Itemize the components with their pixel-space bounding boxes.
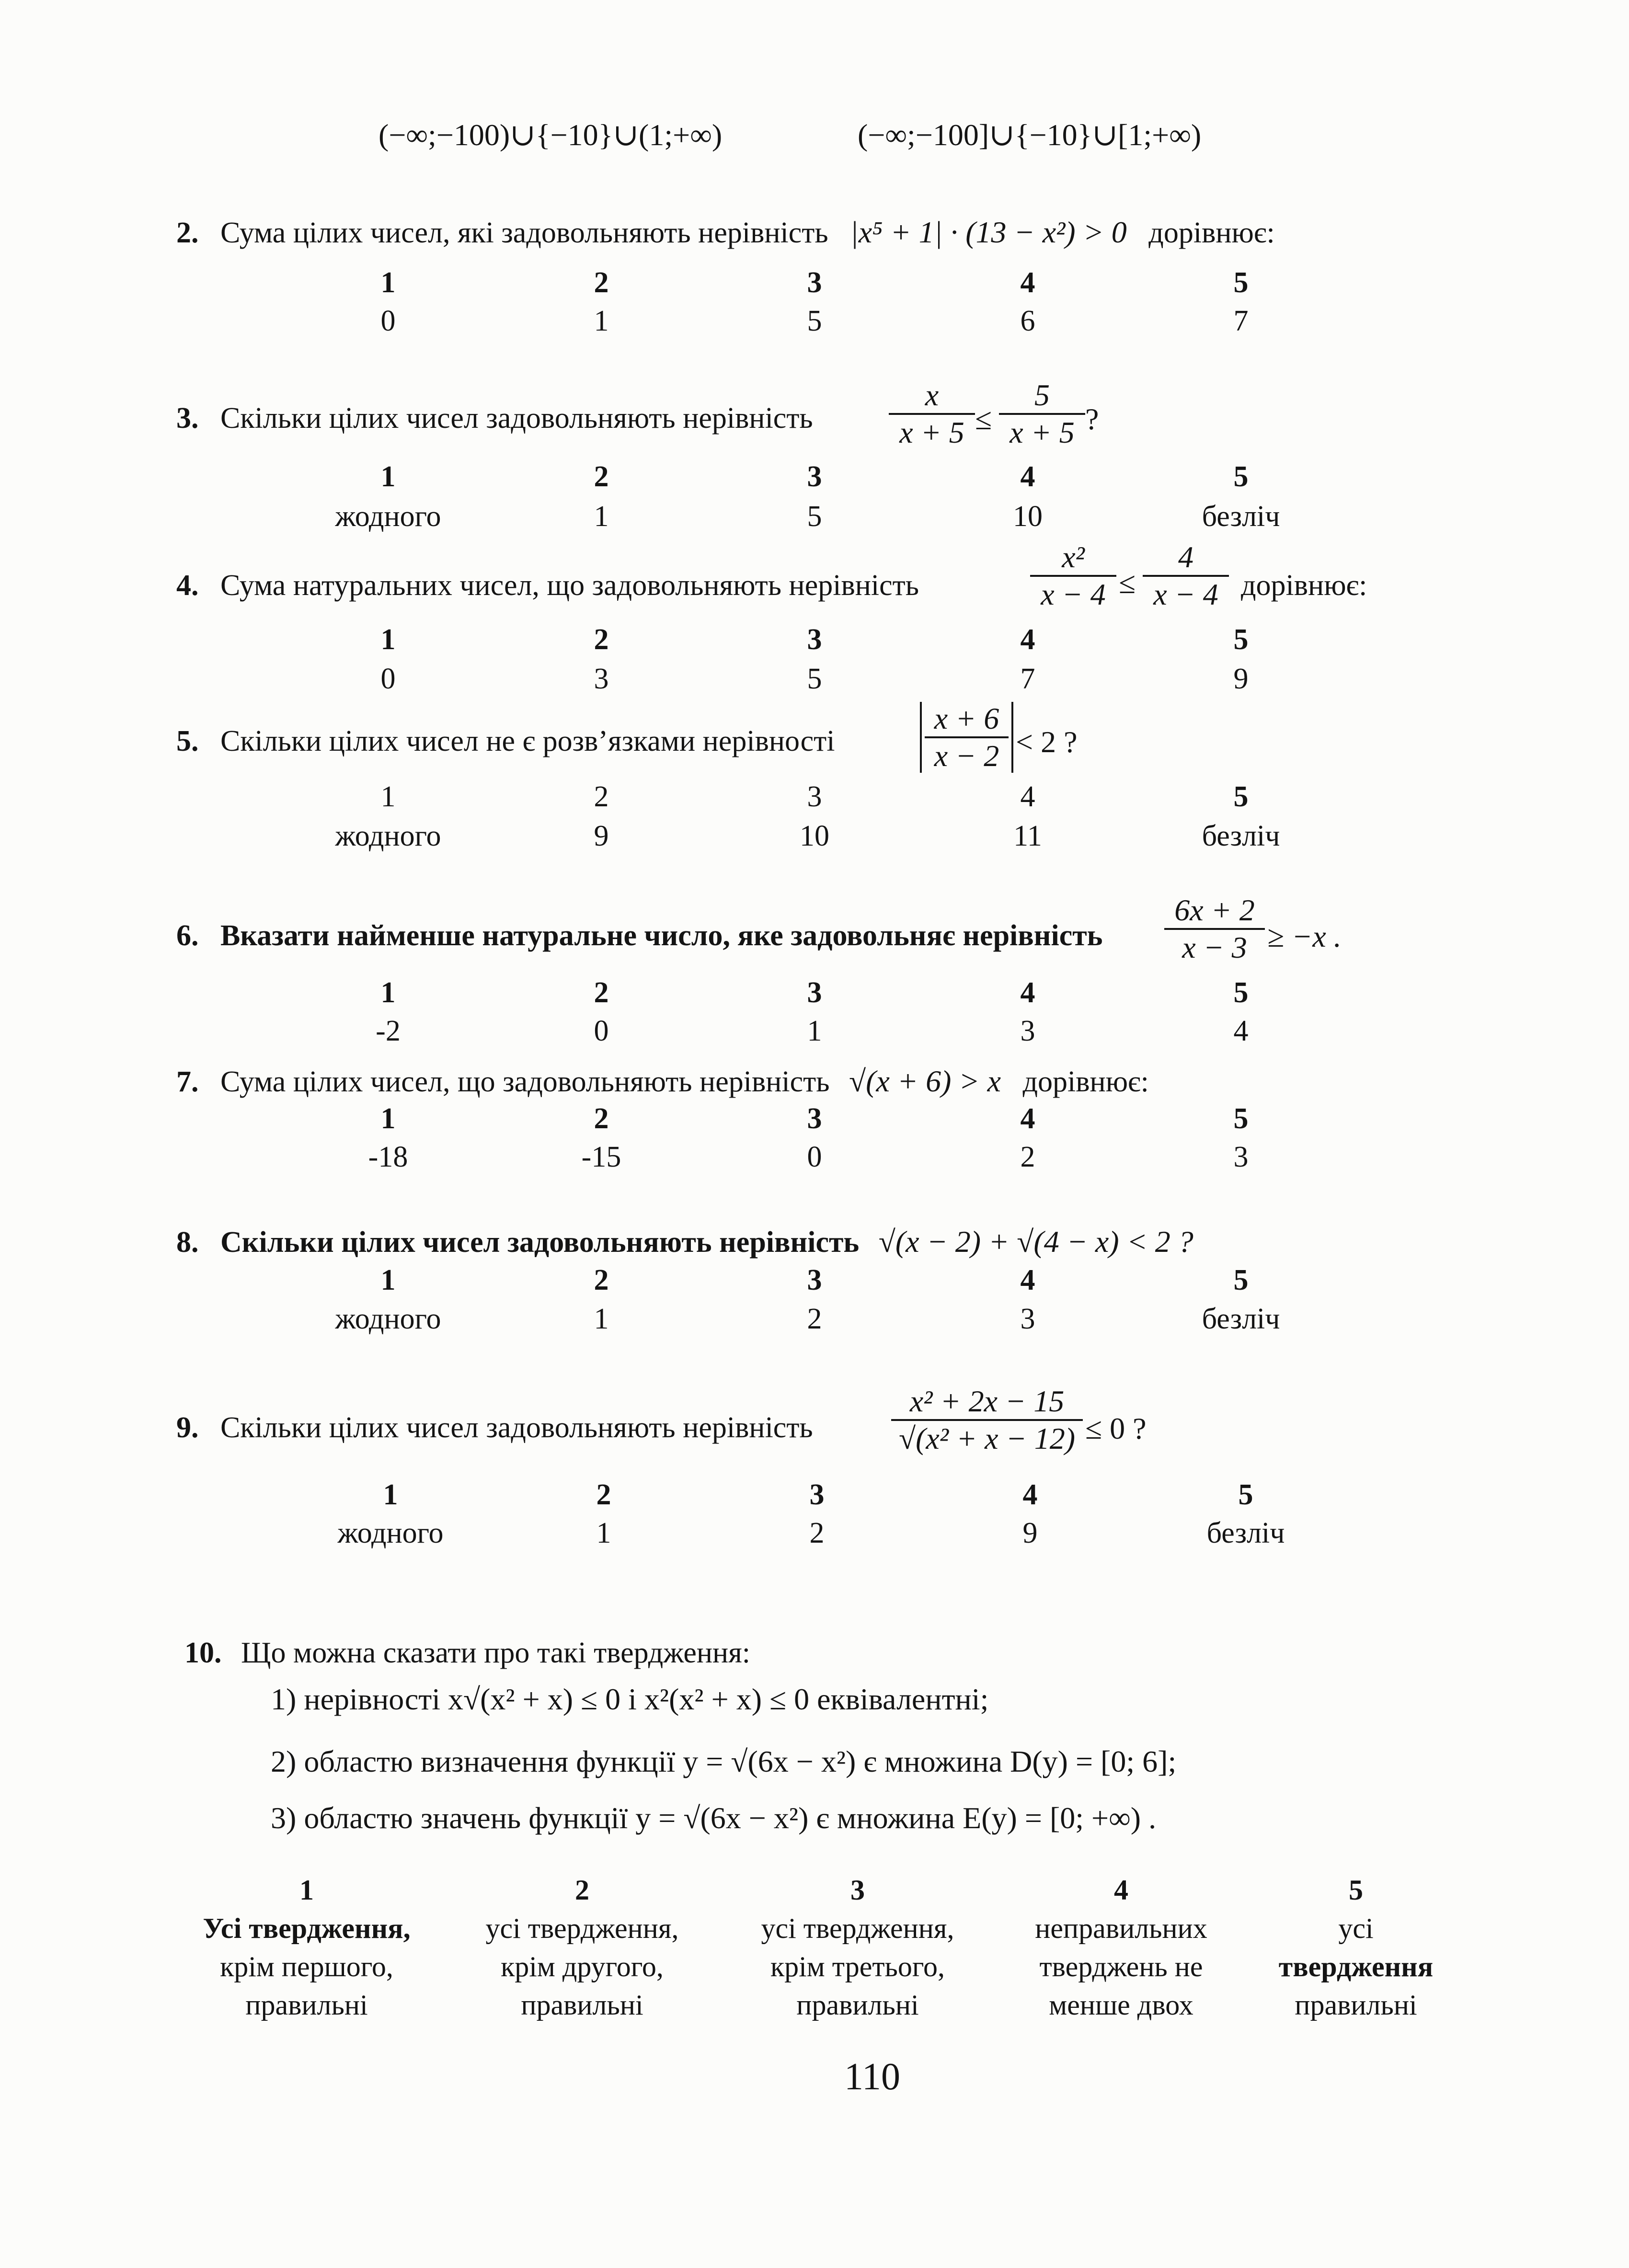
option-number: 2 <box>594 1264 609 1296</box>
numerator: x² <box>1062 540 1085 574</box>
option-line: крім першого, <box>220 1951 393 1982</box>
question-3 <box>176 401 813 435</box>
option-number: 1 <box>380 976 396 1009</box>
option-3 <box>723 1871 992 2024</box>
option-number: 4 <box>1114 1874 1128 1906</box>
question-text: Скільки цілих чисел не є розв’язками нерівності <box>220 725 835 757</box>
option-line: тверджень не <box>1039 1951 1203 1982</box>
option-number: 5 <box>1233 1102 1249 1135</box>
option-number: 4 <box>1020 266 1035 299</box>
inequality: |x⁵ + 1| · (13 − x²) > 0 <box>850 215 1127 249</box>
option-line: правильні <box>245 1989 368 2021</box>
abs-fraction <box>920 702 1013 773</box>
question-2 <box>176 215 1275 250</box>
question-number: 3. <box>176 402 199 435</box>
inequality-rhs: ≤ 0 ? <box>1085 1411 1147 1445</box>
fraction-rhs <box>1143 540 1229 611</box>
statement-2: 2) областю визначення функції y = √(6x − x²) є множина D(y) = [0; 6]; <box>271 1744 1177 1778</box>
option-number: 4 <box>1020 1264 1035 1296</box>
option-value: жодного <box>335 500 441 533</box>
question-suffix: дорівнює: <box>1241 569 1367 602</box>
inequality-rhs: < 2 ? <box>1016 725 1078 759</box>
options-values <box>0 1302 1629 1340</box>
option-line: усі твердження, <box>485 1913 679 1944</box>
option-number: 3 <box>807 623 822 656</box>
option-number: 1 <box>380 780 396 813</box>
option-number: 5 <box>1233 266 1249 299</box>
option-number: 2 <box>594 780 609 813</box>
option-number: 1 <box>299 1874 314 1906</box>
option-number: 1 <box>380 460 396 493</box>
option-number: 4 <box>1020 623 1035 656</box>
option-value: жодного <box>335 820 441 852</box>
question-5 <box>176 724 835 758</box>
question-10 <box>184 1636 750 1670</box>
question-number: 4. <box>176 569 199 602</box>
fraction <box>891 1385 1083 1455</box>
option-number: 5 <box>1233 976 1249 1009</box>
option-number: 4 <box>1020 780 1035 813</box>
option-value: -18 <box>368 1141 408 1173</box>
inequality: √(x + 6) > x <box>849 1064 1001 1098</box>
option-value: жодного <box>335 1303 441 1335</box>
option-number: 3 <box>807 1264 822 1296</box>
option-value: 9 <box>594 820 609 852</box>
option-number: 4 <box>1020 460 1035 493</box>
option-number: 4 <box>1020 976 1035 1009</box>
option-number: 2 <box>594 460 609 493</box>
option-line: правильні <box>1295 1989 1417 2021</box>
option-number: 3 <box>809 1478 825 1511</box>
option-value: безліч <box>1206 1517 1285 1549</box>
options-values <box>0 819 1629 858</box>
options-numbers <box>0 976 1629 1014</box>
option-number: 5 <box>1233 780 1249 813</box>
question-number: 8. <box>176 1226 199 1259</box>
option-value: безліч <box>1202 820 1280 852</box>
option-number: 1 <box>380 266 396 299</box>
option-number: 5 <box>1349 1874 1363 1906</box>
denominator: x − 4 <box>1153 577 1218 611</box>
options-values <box>0 662 1629 700</box>
question-suffix: дорівнює: <box>1022 1065 1149 1098</box>
option-value: 10 <box>800 820 829 852</box>
option-line: крім третього, <box>770 1951 945 1982</box>
option-value: безліч <box>1202 500 1280 533</box>
denominator: x + 5 <box>1010 415 1075 449</box>
question-text: Сума цілих чисел, які задовольняють нерівність <box>220 217 828 249</box>
inequality-sign: ≤ <box>1119 566 1136 600</box>
inequality: √(x − 2) + √(4 − x) < 2 ? <box>878 1225 1193 1259</box>
option-line: твердження <box>1278 1951 1434 1982</box>
numerator: 4 <box>1178 540 1193 574</box>
options-values <box>0 304 1629 343</box>
option-2 <box>448 1871 716 2024</box>
denominator: x − 4 <box>1041 577 1106 611</box>
options-numbers <box>0 1102 1629 1140</box>
option-number: 3 <box>807 780 822 813</box>
options-numbers <box>0 460 1629 498</box>
options-numbers <box>0 780 1629 818</box>
option-number: 1 <box>380 1264 396 1296</box>
fraction <box>1164 893 1265 964</box>
option-value: 3 <box>1020 1303 1035 1335</box>
option-value: 0 <box>594 1015 609 1047</box>
option-number: 1 <box>380 1102 396 1135</box>
question-text: Що можна сказати про такі твердження: <box>241 1637 750 1669</box>
inequality-sign: ≤ <box>975 402 992 436</box>
option-1 <box>172 1871 441 2024</box>
option-value: 1 <box>594 500 609 533</box>
question-text: Вказати найменше натуральне число, яке задовольняє нерівність <box>220 919 1103 952</box>
option-number: 2 <box>594 623 609 656</box>
option-number: 2 <box>594 266 609 299</box>
option-value: жодного <box>337 1517 444 1549</box>
option-value: 0 <box>807 1141 822 1173</box>
option-line: Усі твердження, <box>203 1913 411 1944</box>
option-value: 1 <box>594 1303 609 1335</box>
option-value: 0 <box>380 305 396 337</box>
option-value: 3 <box>1233 1141 1249 1173</box>
denominator: √(x² + x − 12) <box>898 1421 1076 1455</box>
question-text: Скільки цілих чисел задовольняють нерівність <box>220 402 813 435</box>
fraction-rhs <box>999 378 1085 449</box>
options-numbers <box>0 266 1629 304</box>
option-number: 2 <box>594 976 609 1009</box>
option-value: 1 <box>594 305 609 337</box>
numerator: x <box>925 378 939 412</box>
option-value: 2 <box>1020 1141 1035 1173</box>
options-values <box>0 500 1629 538</box>
option-line: усі твердження, <box>761 1913 954 1944</box>
statement-1: 1) нерівності x√(x² + x) ≤ 0 і x²(x² + x) ≤ 0 еквівалентні; <box>271 1682 989 1716</box>
question-number: 2. <box>176 217 199 249</box>
option-line: неправильних <box>1035 1913 1207 1944</box>
question-text: Скільки цілих чисел задовольняють нерівність <box>220 1411 813 1444</box>
question-number: 6. <box>176 919 199 952</box>
option-number: 3 <box>807 1102 822 1135</box>
question-4 <box>176 569 919 603</box>
option-value: 5 <box>807 500 822 533</box>
question-suffix: ? <box>1085 402 1099 436</box>
option-value: 2 <box>807 1303 822 1335</box>
question-number: 5. <box>176 725 199 757</box>
option-number: 2 <box>575 1874 589 1906</box>
question-number: 9. <box>176 1411 199 1444</box>
option-line: правильні <box>521 1989 643 2021</box>
question-text: Сума цілих чисел, що задовольняють нерівність <box>220 1065 830 1098</box>
question-text: Сума натуральних чисел, що задовольняють нерівність <box>220 569 919 602</box>
options-values <box>0 1516 1629 1555</box>
option-value: 6 <box>1020 305 1035 337</box>
option-number: 3 <box>807 266 822 299</box>
option-value: безліч <box>1202 1303 1280 1335</box>
option-value: 4 <box>1233 1015 1249 1047</box>
option-value: 2 <box>809 1517 825 1549</box>
question-suffix: дорівнює: <box>1148 217 1275 249</box>
option-value: -15 <box>581 1141 621 1173</box>
option-value: 9 <box>1022 1517 1038 1549</box>
option-number: 4 <box>1020 1102 1035 1135</box>
option-value: 7 <box>1020 663 1035 695</box>
denominator: x − 3 <box>1182 930 1247 964</box>
option-number: 1 <box>380 623 396 656</box>
option-number: 5 <box>1233 623 1249 656</box>
option-line: менше двох <box>1049 1989 1193 2021</box>
numerator: x + 6 <box>934 701 999 735</box>
page-number: 110 <box>844 2056 901 2098</box>
denominator: x − 2 <box>934 739 999 773</box>
option-value: 3 <box>1020 1015 1035 1047</box>
question-7 <box>176 1064 1149 1099</box>
option-value: 0 <box>380 663 396 695</box>
question-text: Скільки цілих чисел задовольняють нерівність <box>220 1226 860 1259</box>
option-value: 9 <box>1233 663 1249 695</box>
question-number: 10. <box>184 1637 222 1669</box>
numerator: 6x + 2 <box>1174 893 1255 927</box>
numerator: x² + 2x − 15 <box>909 1384 1065 1418</box>
question-6 <box>176 919 1102 953</box>
option-number: 3 <box>807 460 822 493</box>
option-value: -2 <box>376 1015 401 1047</box>
answer-interval-left: (−∞;−100)∪{−10}∪(1;+∞) <box>379 118 723 152</box>
question-9 <box>176 1411 813 1445</box>
option-value: 5 <box>807 305 822 337</box>
fraction-lhs <box>889 378 975 449</box>
option-number: 1 <box>383 1478 398 1511</box>
statement-3: 3) областю значень функції y = √(6x − x²) є множина E(y) = [0; +∞) . <box>271 1801 1157 1835</box>
question-8 <box>176 1224 1193 1260</box>
option-4 <box>987 1871 1255 2024</box>
option-number: 2 <box>596 1478 611 1511</box>
option-number: 5 <box>1233 460 1249 493</box>
denominator: x + 5 <box>899 415 964 449</box>
option-value: 1 <box>807 1015 822 1047</box>
options-values <box>0 1140 1629 1179</box>
option-5 <box>1222 1871 1490 2024</box>
option-value: 5 <box>807 663 822 695</box>
option-value: 1 <box>596 1517 611 1549</box>
inequality-rhs: ≥ −x . <box>1267 919 1342 953</box>
fraction-lhs <box>1030 540 1116 611</box>
options-values <box>0 1014 1629 1053</box>
option-value: 7 <box>1233 305 1249 337</box>
option-number: 4 <box>1022 1478 1038 1511</box>
option-number: 2 <box>594 1102 609 1135</box>
options-numbers <box>0 623 1629 661</box>
option-line: крім другого, <box>501 1951 664 1982</box>
option-value: 11 <box>1013 820 1042 852</box>
option-line: усі <box>1338 1913 1374 1944</box>
option-number: 3 <box>850 1874 865 1906</box>
options-numbers <box>0 1263 1629 1302</box>
options-numbers <box>0 1478 1629 1516</box>
option-number: 5 <box>1238 1478 1253 1511</box>
option-line: правильні <box>796 1989 919 2021</box>
option-value: 10 <box>1013 500 1043 533</box>
question-number: 7. <box>176 1065 199 1098</box>
option-value: 3 <box>594 663 609 695</box>
option-number: 5 <box>1233 1264 1249 1296</box>
option-number: 3 <box>807 976 822 1009</box>
numerator: 5 <box>1034 378 1050 412</box>
answer-interval-right: (−∞;−100]∪{−10}∪[1;+∞) <box>858 118 1202 152</box>
